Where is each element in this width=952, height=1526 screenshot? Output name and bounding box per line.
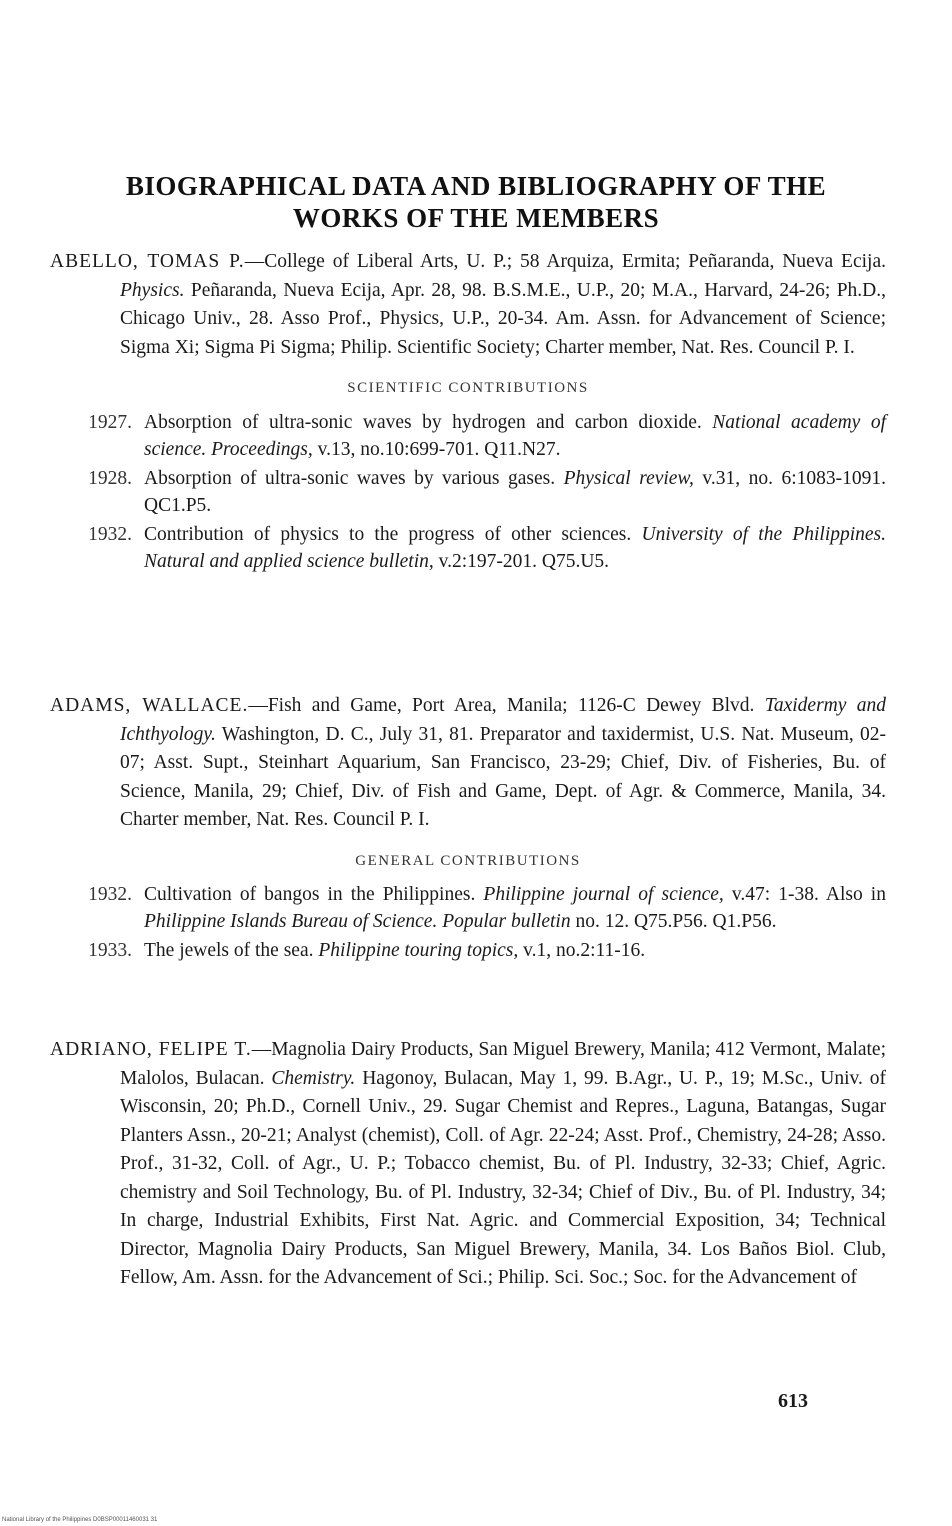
entry-name: ADAMS, WALLACE.: [50, 695, 249, 716]
entry-field: Physics.: [120, 279, 185, 301]
work-year: 1933.: [88, 940, 132, 961]
section-heading: GENERAL CONTRIBUTIONS: [355, 852, 581, 869]
work-citation: [144, 521, 886, 575]
entry-bio-rest: Washington, D. C., July 31, 81. Preparator and taxidermist, U.S. Nat. Museum, 02-07; Asst. Supt., Steinhart Aquarium, San Francisco, 23-29; Chief, Div. of Fisheries, Bu. of Science, Manila, 29; Chief, Div. of Fish and Game, Dept. of Agr. & Commerce, Manila, 34. Charter member, Nat. Res. Council P. I.: [120, 723, 886, 830]
work-journal: National academy of science. Proceedings,: [144, 411, 886, 460]
work-year: 1932.: [88, 884, 132, 905]
work-journal: Philippine journal of science,: [483, 884, 724, 905]
work-citation: [144, 465, 886, 519]
entry-bio-text: —Fish and Game, Port Area, Manila; 1126-C Dewey Blvd.: [248, 695, 755, 716]
work-ref: v.1, no.2:11-16.: [523, 940, 646, 961]
work-citation: [144, 409, 886, 463]
work-citation: [144, 881, 886, 935]
work-journal: Philippine touring topics,: [318, 940, 519, 961]
work-item: [50, 881, 886, 935]
entry-bio-text: —Magnolia Dairy Products, San Miguel Brewery, Manila; 412 Vermont, Malate; Malolos, Bulacan.: [120, 1039, 887, 1089]
title-line-1: BIOGRAPHICAL DATA AND BIBLIOGRAPHY OF THE: [125, 171, 827, 201]
entry-bio-text: —College of Liberal Arts, U. P.; 58 Arquiza, Ermita; Peñaranda, Nueva Ecija.: [244, 251, 886, 272]
entry-bio: [50, 248, 886, 362]
work-title: Contribution of physics to the progress of other sciences.: [144, 523, 632, 545]
entry-field: Taxidermy and Ichthyology.: [120, 695, 887, 745]
work-year: 1928.: [88, 467, 132, 489]
work-title: The jewels of the sea.: [144, 940, 314, 961]
work-title: Absorption of ultra-sonic waves by hydrogen and carbon dioxide.: [144, 411, 702, 433]
work-journal: University of the Philippines. Natural and applied science bulletin,: [144, 523, 887, 572]
title-line-2: WORKS OF THE MEMBERS: [292, 203, 660, 233]
entry-abello: [50, 248, 886, 577]
work-title: Absorption of ultra-sonic waves by various gases.: [144, 467, 556, 489]
work-item: [50, 465, 886, 519]
entry-bio: [50, 692, 886, 835]
work-ref-alt: no. 12. Q75.P56. Q1.P56.: [575, 911, 777, 932]
work-title: Cultivation of bangos in the Philippines.: [144, 884, 476, 905]
work-ref: v.2:197-201. Q75.U5.: [438, 550, 610, 572]
page-title: [60, 170, 892, 234]
work-item: [50, 409, 886, 463]
work-ref: v.31, no. 6:1083-1091. QC1.P5.: [144, 467, 887, 516]
work-journal-alt: Philippine Islands Bureau of Science. Popular bulletin: [144, 911, 571, 932]
work-item: [50, 937, 886, 964]
work-item: [50, 521, 886, 575]
work-journal: Physical review,: [563, 467, 694, 489]
work-ref: v.13, no.10:699-701. Q11.N27.: [317, 438, 561, 460]
entry-name: ABELLO, TOMAS P.: [50, 251, 245, 272]
entry-bio-rest: Peñaranda, Nueva Ecija, Apr. 28, 98. B.S.M.E., U.P., 20; M.A., Harvard, 24-26; Ph.D., Chicago Univ., 28. Asso Prof., Physics, U.P., 20-34. Am. Assn. for Advancement of Science; Sigma Xi; Sigma Pi Sigma; Philip. Scientific Society; Charter member, Nat. Res. Council P. I.: [120, 279, 886, 358]
work-year: 1927.: [88, 411, 132, 433]
work-ref: v.47: 1-38. Also in: [731, 884, 886, 905]
work-citation: [144, 937, 886, 964]
work-year: 1932.: [88, 523, 132, 545]
scan-footer: National Library of the Philippines D0BSP00011460031 31: [2, 1517, 158, 1523]
entry-name: ADRIANO, FELIPE T.: [50, 1039, 252, 1060]
section-heading: SCIENTIFIC CONTRIBUTIONS: [347, 380, 589, 396]
page-number: 613: [778, 1390, 808, 1412]
entry-adriano: [50, 1036, 886, 1293]
entry-bio: [50, 1036, 886, 1293]
entry-field: Chemistry.: [271, 1067, 356, 1089]
entry-bio-rest: Hagonoy, Bulacan, May 1, 99. B.Agr., U. P., 19; M.Sc., Univ. of Wisconsin, 20; Ph.D., Cornell Univ., 29. Sugar Chemist and Repres., Laguna, Batangas, Sugar Planters Assn., 20-21; Analyst (chemist), Coll. of Agr. 22-24; Asst. Prof., Chemistry, 24-28; Asso. Prof., 31-32, Coll. of Agr., U. P.; Tobacco chemist, Bu. of Pl. Industry, 32-33; Chief, Agric. chemistry and Soil Technology, Bu. of Pl. Industry, 32-34; Chief of Div., Bu. of Pl. Industry, 34; In charge, Industrial Exhibits, First Nat. Agric. and Commercial Exposition, 34; Technical Director, Magnolia Dairy Products, San Miguel Brewery, Manila, 34. Los Baños Biol. Club, Fellow, Am. Assn. for the Advancement of Sci.; Philip. Sci. Soc.; Soc. for the Advancement of: [120, 1067, 887, 1288]
entry-adams: [50, 692, 886, 966]
